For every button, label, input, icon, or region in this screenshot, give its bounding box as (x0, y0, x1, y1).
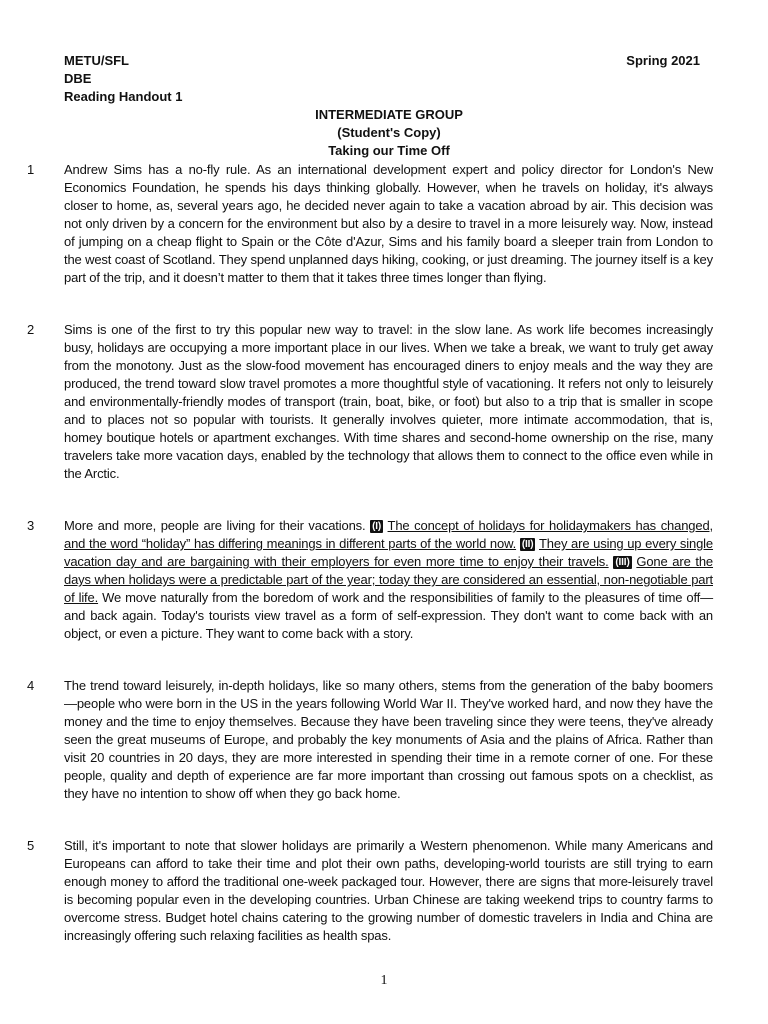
sentence-ii: They are using up every single vacation day and are bargaining with their employers for even more time to enjoy their travels. (64, 536, 714, 569)
institution: METU/SFL (64, 53, 129, 68)
paragraph-text: The trend toward leisurely, in-depth holidays, like so many others, stems from the generation of the baby boomers—people who were born in the US in the years following World War II. They've worked hard, and now they have the money and the time to enjoy themselves. Because they have been traveling since they were teens, they've already seen the great museums of Europe, and probably the key monuments of Asia and the plains of Africa. Rather than visit 20 countries in 20 days, they are more interested in spending their time in a remote corner of one. For these people, quality and depth of experience are far more important than crossing out famous spots on a checklist, as they have no intention to show off when they go back home. (64, 678, 713, 801)
paragraph-number: 5 (27, 838, 35, 853)
page-title: Taking our Time Off (328, 143, 450, 158)
paragraph-3 (27, 517, 713, 643)
title-block (64, 106, 714, 160)
paragraph-number: 4 (27, 678, 35, 693)
intro-sentence: More and more, people are living for their vacations. (64, 518, 366, 533)
marker-i: (I) (372, 521, 382, 532)
paragraph-4 (27, 677, 713, 803)
copy-label: (Student's Copy) (337, 125, 441, 140)
header-left (64, 52, 182, 106)
remaining-text: We move naturally from the boredom of work and the responsibilities of family to the pleasures of time off—and back again. Today's tourists view travel as a form of self-expression. They don't want to come back with an object, or even a picture. They want to come back with a story. (64, 590, 713, 641)
marker-ii: (II) (521, 539, 534, 550)
paragraph-number: 3 (27, 518, 35, 533)
paragraph-text: Still, it's important to note that slower holidays are primarily a Western phenomenon. While many Americans and Europeans can afford to take their time and plot their own paths, developing-world tourists are still trying to earn enough money to afford the traditional one-week packaged tour. However, there are signs that more-leisurely travel is becoming popular even in the developing countries. Urban Chinese are taking weekend trips to country farms to overcome stress. Budget hotel chains catering to the growing number of domestic travelers in India and China are increasingly offering such relaxing facilities as health spas. (64, 838, 713, 943)
page-number: 1 (380, 973, 388, 988)
paragraph-text: Sims is one of the first to try this popular new way to travel: in the slow lane. As work life becomes increasingly busy, holidays are occupying a more important place in our lives. When we take a break, we want to truly get away from the monotony. Just as the slow-food movement has encouraged diners to enjoy meals and the way they are produced, the trend toward slow travel promotes a more thoughtful style of vacationing. It refers not only to leisurely and environmentally-friendly modes of transport (train, boat, bike, or foot) but also to a trip that is smaller in scope and to places not so popular with tourists. It generally involves quieter, more intimate accommodation, that is, homey boutique hotels or apartment exchanges. With time shares and second-home ownership on the rise, many travelers take more vacation days, enabled by the technology that allows them to connect to the office even while in the Arctic. (64, 322, 713, 481)
paragraph-number: 2 (27, 322, 35, 337)
paragraph-2 (27, 321, 713, 483)
marker-iii: (III) (615, 557, 630, 568)
department: DBE (64, 71, 92, 86)
paragraph-text (64, 517, 713, 643)
paragraph-1 (27, 161, 713, 287)
sentence-iii: Gone are the days when holidays were a predictable part of the year; today they are considered an essential, non-negotiable part of life. (64, 554, 714, 605)
group-label: INTERMEDIATE GROUP (315, 107, 463, 122)
sentence-i: The concept of holidays for holidaymakers has changed, and the word “holiday” has differing meanings in different parts of the world now. (64, 518, 713, 551)
paragraph-5 (27, 837, 713, 945)
handout-label: Reading Handout 1 (64, 89, 183, 104)
paragraph-text: Andrew Sims has a no-fly rule. As an international development expert and policy director for London's New Economics Foundation, he spends his days thinking globally. However, when he travels on holiday, it's always closer to home, as, several years ago, he decided never again to take a vacation abroad by air. This decision was not only driven by a concern for the environment but also by a desire to travel in a more leisurely way. Now, instead of jumping on a cheap flight to Spain or the Côte d'Azur, Sims and his family board a sleeper train from London to the west coast of Scotland. They spend unplanned days hiking, cooking, or just dreaming. The journey itself is a key part of the trip, and it doesn’t matter to them that it takes three times longer than flying. (64, 162, 713, 285)
paragraph-number: 1 (27, 162, 35, 177)
term-label: Spring 2021 (626, 53, 700, 68)
